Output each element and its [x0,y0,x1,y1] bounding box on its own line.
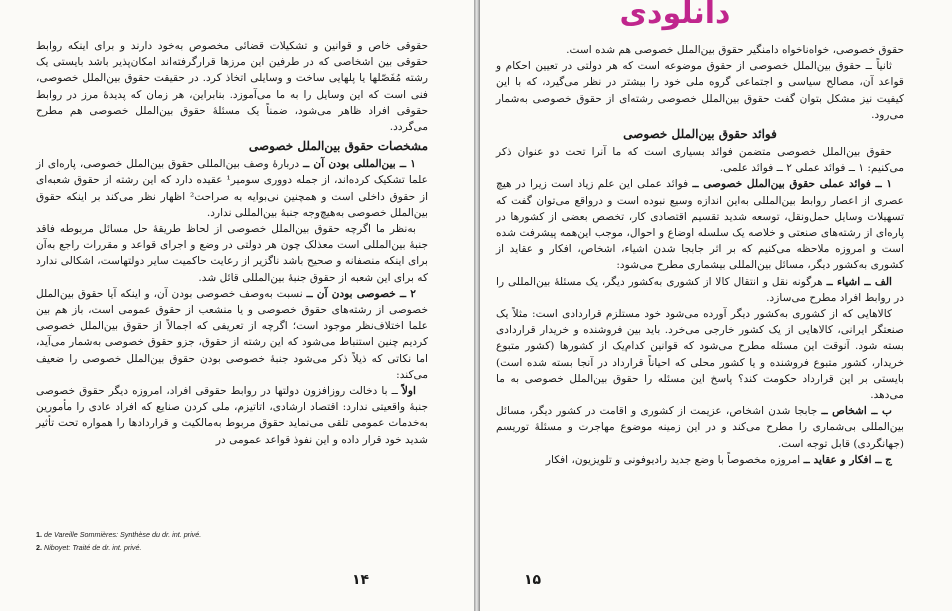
right-p7-lead: ب ــ اشخاص ــ [821,405,892,418]
left-section2 [36,286,428,383]
right-p8-lead: ج ــ افکار و عقاید ــ [803,453,892,466]
left-section1-text: دربارهٔ وصف بین‌المللی حقوق بین‌الملل خصوصی، پاره‌ای از علما تشکیک کرده‌اند، از جمله دووری سومیر¹ عقیده دارد که این رشته از حقوق شعبه‌ای از حقوق داخلی است و همچنین نی‌بوایه به صراحت² اظهار نظر می‌کند بر اینکه حقوق بین‌الملل خصوصی به‌هیچ‌وجه جنبهٔ بین‌المللی ندارد. [36,158,429,219]
right-p4-lead: ۱ ــ فوائد عملی حقوق بین‌الملل خصوصی ــ [692,178,893,191]
left-paragraph-intro: حقوقی خاص و قوانین و تشکیلات قضائی مخصوص به‌خود دارند و برای اینکه روابط حقوقی بین اشخاصی که در طرفین این مرزها قرارگرفته‌اند امکان‌پذیر باشد بایستی یک رشته مُفَصّلها یا پلهایی ساخت و وسایلی اتخاذ کرد. در حقیقت حقوق بین‌الملل خصوصی، فنی است که این وسایل را به ما می‌آموزد. بنابراین، هر زمان که پدیدهٔ مرز در روابط حقوقی افراد ظاهر می‌شود، ضمناً یک مسئلهٔ حقوق بین‌الملل خصوصی هم مطرح می‌گردد. [36,40,428,134]
left-page [0,0,474,611]
footnote-1-text: de Vareille Sommières: Synthèse du dr. int. privé. [44,530,202,539]
right-p5-lead: الف ــ اشیاء ــ [826,275,892,288]
right-p7 [496,403,904,452]
left-section3 [36,383,428,448]
footnote-2-text: Niboyet: Traité de dr. int. privé. [44,543,142,552]
right-p1: حقوق خصوصی، خواه‌ناخواه دامنگیر حقوق بین‌الملل خصوصی هم شده است. [566,44,904,56]
right-page-text [496,42,904,468]
right-p3: حقوق بین‌الملل خصوصی متضمن فوائد بسیاری است که ما آنرا تحت دو عنوان ذکر می‌کنیم: ۱ ــ فوائد عملی ۲ ــ فوائد علمی. [496,146,904,175]
left-section1 [36,156,428,221]
left-section3-lead: اولاً [401,385,416,398]
left-section1-cont: به‌نظر ما اگرچه حقوق بین‌الملل خصوصی از لحاظ طریقهٔ حل مسائل مربوطه فاقد جنبهٔ بین‌المللی است معذلک چون هر دولتی در وضع و اجرای قواعد و مقررات راجع به‌آن برای اینکه منصفانه و صحیح باشد ناگزیر از رعایت حاکمیت سایر دولتهاست، اشکالی ندارد که برای این شعبه از حقوق جنبهٔ بین‌المللی قائل شد. [36,223,428,284]
right-p5 [496,274,904,306]
left-page-number: ۱۴ [352,572,370,588]
right-section-heading: فوائد حقوق بین‌الملل خصوصی [623,127,777,142]
right-p4 [496,176,904,273]
right-p5-text: هرگونه نقل و انتقال کالا از کشوری به‌کشور دیگر، یک مسئلهٔ بین‌المللی را در روابط افراد مطرح می‌سازد. [496,275,904,304]
right-page-number: ۱۵ [524,572,542,588]
footnote-1 [36,528,296,541]
footnote-1-num: 1. [36,530,42,539]
right-p4-text: فوائد عملی این علم زیاد است زیرا در هیچ عصری از اعصار روابط بین‌المللی به‌این اندازه وسیع نبوده است و درواقع می‌توان گفت که تسهیلات وسایل حمل‌ونقل، توسعه شدید تقسیم اقتصادی کار، تخصص بعضی از کشورها در پاره‌ای از رشته‌های صنعتی و خلاصه یک سلسله اوضاع و احوال، موجب این‌همه پیشرفت شده است و امروزه ملاحظه می‌کنیم که بر اثر جابجا شدن اشیاء، اشخاص، افکار و عقاید از کشوری به‌کشور دیگر، مسائل بین‌المللی بیشماری مطرح می‌شود: [496,178,904,272]
footnotes [36,528,296,554]
brand-logo: دانلودی [619,0,731,31]
right-p8-text: امروزه مخصوصاً با وضع جدید رادیوفونی و تلویزیون، افکار [545,453,804,466]
left-section1-lead: ۱ ــ بین‌المللی بودن آن ــ [303,158,416,171]
right-p2: ثانیاً ــ حقوق بین‌الملل خصوصی از حقوق موضوعه است که هر دولتی در تعیین احکام و قواعد آن، مصالح سیاسی و اجتماعی گروه ملی خود را بیشتر در نظر می‌گیرد، که با این کیفیت نیز مشکل بتوان گفت حقوق بین‌الملل خصوصی رشته‌ای از حقوق خصوصی به‌شمار می‌رود. [496,60,904,121]
footnote-2 [36,541,296,554]
right-p8 [496,452,904,468]
right-page [480,0,952,611]
right-p7-text: جابجا شدن اشخاص، عزیمت از کشوری و اقامت در کشور دیگر، مسائل بین‌المللی بی‌شماری را مطرح می‌کند و در این زمینه موضوع مهاجرت و مسئلهٔ توریسم (جهانگردی) قابل توجه است. [496,405,904,450]
footnote-2-num: 2. [36,543,42,552]
right-p6: کالاهایی که از کشوری به‌کشور دیگر آورده می‌شود خود مستلزم قراردادی است: مثلاً یک صنعتگر ایرانی، کالاهایی از یک کشور خارجی می‌خرد. باید بین فروشنده و خریدار قراردادی بسته شود. آنوقت این مسئله مطرح می‌شود که قوانین کدام‌یک از کشورها (کشور متبوع خریدار، کشور متبوع فروشنده و یا کشور محلی که احیاناً قرارداد در آنجا بسته شده است) بایستی بر این قرارداد حکومت کند؟ پاسخ این مسئله را حقوق بین‌الملل خصوصی به ما می‌دهد. [496,308,904,402]
left-section-heading: مشخصات حقوق بین‌الملل خصوصی [248,139,428,154]
left-section2-text: نسبت به‌وصف خصوصی بودن آن، و اینکه آیا حقوق بین‌الملل خصوصی از رشته‌های حقوق خصوصی و یا منشعب از حقوق عمومی است، باز هم بین علما اختلاف‌نظر موجود است؛ اگرچه از تعریفی که اجمالاً از حقوق بین‌الملل خصوصی کردیم چنین استنباط می‌شود که این رشته از حقوق، جزو حقوق خصوصی به‌شمار می‌آید، اما نکاتی که ذیلاً ذکر می‌شود جنبهٔ خصوصی بودن حقوق بین‌الملل خصوصی را ضعیف می‌کند: [36,287,428,381]
left-section3-text: ــ با دخالت روزافزون دولتها در روابط حقوقی افراد، امروزه دیگر حقوق خصوصی جنبهٔ واقعیتی ندارد: اقتصاد ارشادی، اتاتیزم، ملی کردن صنایع که افراد عادی را مأمورین به‌خدمات عمومی تلقی می‌نماید حقوق مربوط به‌مالکیت و قراردادها را همواره تحت تأثیر شدید خود قرار داده و این نفوذ قواعد عمومی در [36,385,428,446]
left-section2-lead: ۲ ــ خصوصی بودن آن ــ [306,287,416,300]
left-page-text [36,38,428,448]
